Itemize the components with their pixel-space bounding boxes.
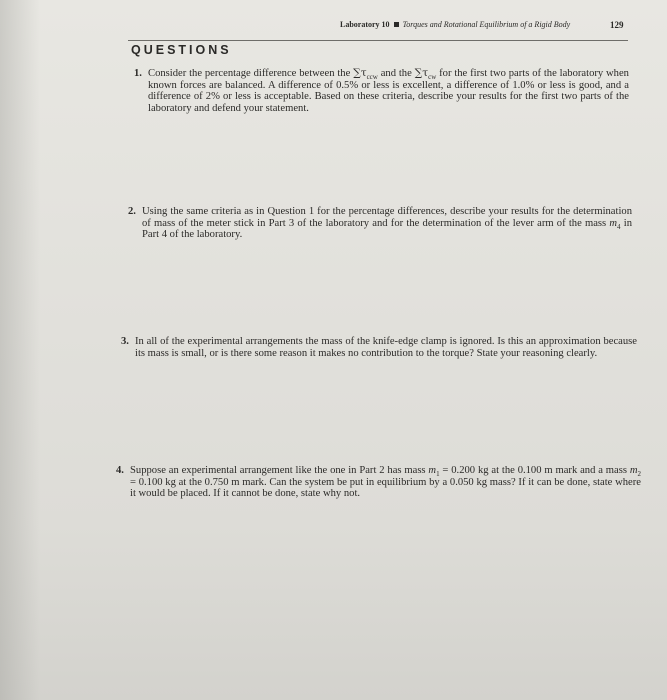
chapter-title: Torques and Rotational Equilibrium of a Rigid Body: [402, 20, 571, 29]
summation-symbol: ∑: [414, 67, 423, 79]
question-2: [128, 206, 632, 241]
lab-label: Laboratory 10: [340, 20, 390, 29]
question-text: Consider the percentage difference between the $\sum\tau_{ccw}$ and the $\sum\tau_{cw}$ for the first two parts of the laboratory when known forces are balanced. A difference of 0.5% or less is excellent, a difference of 1.0% or less is good, and a difference of 2% or less is acceptable. Based on these criteria, describe your results for the first two parts of the laboratory and defend your statement.: [148, 67, 629, 114]
section-title: QUESTIONS: [131, 43, 232, 57]
page-number: 129: [610, 20, 624, 30]
summation-symbol: ∑: [353, 67, 361, 79]
running-head: [340, 20, 640, 29]
question-number: 4.: [116, 465, 124, 476]
question-4: [116, 465, 641, 500]
question-number: 3.: [121, 336, 129, 347]
question-number: 2.: [128, 206, 136, 217]
question-text: Suppose an experimental arrangement like the one in Part 2 has mass $m_1 = 0.200$ kg at the 0.100 m mark and a mass $m_2 = 0.100$ kg at the 0.750 m mark. Can the system be put in equilibrium by a 0.050 kg mass? If it can be done, state where it would be placed. If it cannot be done, state why not.: [130, 465, 641, 500]
question-text: Using the same criteria as in Question 1 for the percentage differences, describe your results for the determination of mass of the meter stick in Part 3 of the laboratory and for the determination of the lever arm of the mass $m_4$ in Part 4 of the laboratory.: [142, 206, 632, 241]
question-1: [134, 67, 629, 114]
question-text: In all of the experimental arrangements the mass of the knife-edge clamp is ignored. Is this an approximation because its mass is small, or is there some reason it makes no contribution to the torque? State your reasoning clearly.: [135, 336, 637, 359]
question-3: [121, 336, 637, 359]
header-rule: [128, 40, 628, 41]
question-number: 1.: [134, 68, 142, 79]
square-bullet-icon: [394, 22, 399, 27]
